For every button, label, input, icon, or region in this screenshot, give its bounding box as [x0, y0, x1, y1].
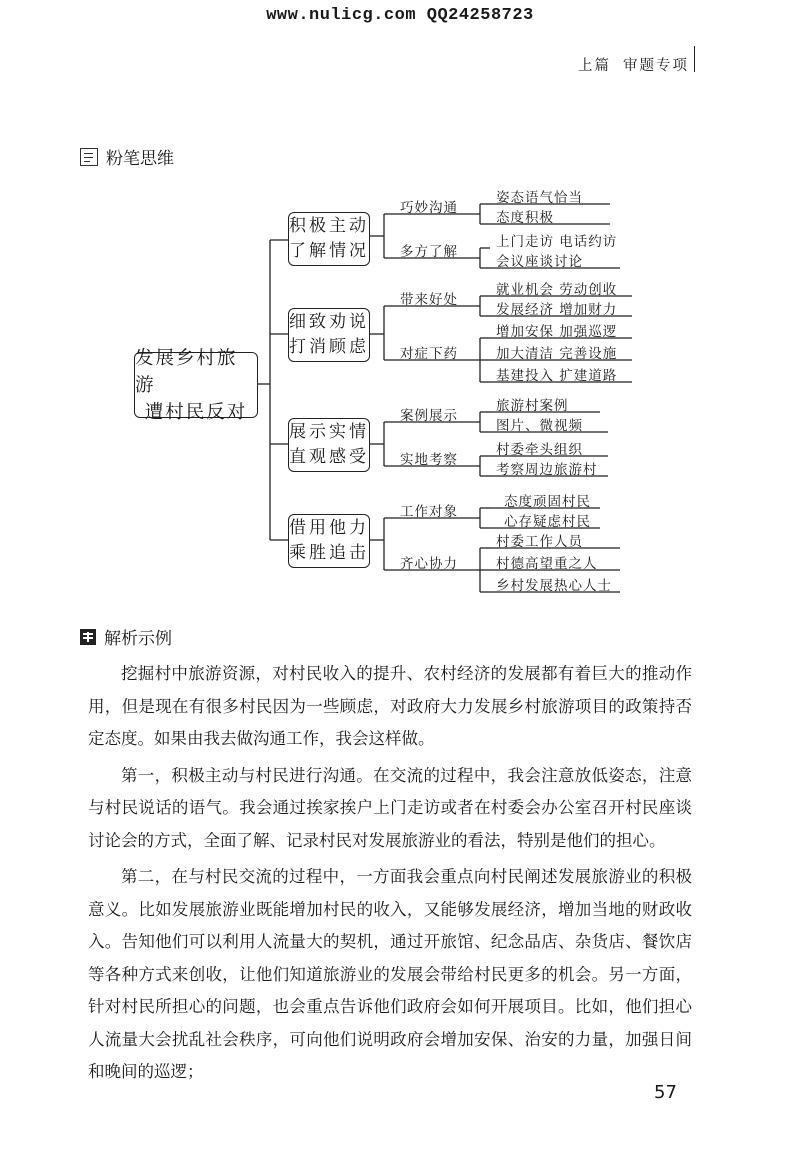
leaf-item: 村委工作人员 [496, 534, 583, 550]
sub-label: 工作对象 [400, 504, 458, 520]
running-header-part: 上篇 [578, 58, 611, 74]
analysis-example-icon [80, 629, 96, 645]
leaf-item: 就业机会 劳动创收 [496, 282, 618, 298]
branch-title-line: 细致劝说 [289, 312, 369, 332]
sub-label: 多方了解 [400, 244, 458, 260]
root-line-2: 遭村民反对 [144, 401, 248, 423]
paragraph: 第一，积极主动与村民进行沟通。在交流的过程中，我会注意放低姿态，注意与村民说话的语气。我会通过挨家挨户上门走访或者在村委会办公室召开村民座谈讨论会的方式，全面了解、记录村民对发展旅游业的看法，特别是他们的担心。 [88, 765, 692, 850]
paragraph: 挖掘村中旅游资源，对村民收入的提升、农村经济的发展都有着巨大的推动作用，但是现在有很多村民因为一些顾虑，对政府大力发展乡村旅游项目的政策持否定态度。如果由我去做沟通工作，我会这样做。 [88, 664, 692, 748]
sub-label: 巧妙沟通 [400, 200, 458, 216]
leaf-item: 态度积极 [496, 210, 554, 226]
sub-label: 带来好处 [400, 292, 458, 308]
branch-box-1 [288, 212, 370, 266]
leaf-item: 乡村发展热心人士 [496, 578, 612, 594]
branch-title-line: 了解情况 [289, 241, 369, 261]
leaf-item: 旅游村案例 [496, 398, 569, 414]
watermark: www.nulicg.com QQ24258723 [266, 6, 534, 25]
paragraph: 第二，在与村民交流的过程中，一方面我会重点向村民阐述发展旅游业的积极意义。比如发展旅游业既能增加村民的收入，又能够发展经济，增加当地的财政收入。告知他们可以利用人流量大的契机，通过开旅馆、纪念品店、杂货店、餐饮店等各种方式来创收，让他们知道旅游业的发展会带给村民更多的机会。另一方面，针对村民所担心的问题，也会重点告诉他们政府会如何开展项目。比如，他们担心人流量大会扰乱社会秩序，可向他们说明政府会增加安保、治安的力量，加强日间和晚间的巡逻； [88, 867, 692, 1081]
branch-title-line: 积极主动 [289, 216, 369, 236]
section-title: 解析示例 [104, 629, 172, 649]
branch-title-line: 借用他力 [289, 518, 369, 538]
leaf-item: 村德高望重之人 [496, 556, 598, 572]
section-heading-analysis [80, 624, 172, 649]
leaf-item: 心存疑虑村民 [504, 514, 591, 530]
leaf-item: 基建投入 扩建道路 [496, 368, 618, 384]
leaf-item: 姿态语气恰当 [496, 190, 583, 206]
leaf-item: 增加安保 加强巡逻 [496, 324, 618, 340]
leaf-item: 发展经济 增加财力 [496, 302, 618, 318]
sub-label: 案例展示 [400, 408, 458, 424]
branch-title-line: 乘胜追击 [289, 543, 369, 563]
running-header-section: 审题专项 [623, 58, 689, 74]
leaf-item: 态度顽固村民 [504, 494, 591, 510]
branch-title-line: 直观感受 [289, 447, 369, 467]
body-text [88, 658, 692, 1093]
leaf-item: 图片、微视频 [496, 418, 583, 434]
mind-map-root [134, 347, 258, 423]
branch-box-3 [288, 418, 370, 472]
leaf-item: 会议座谈讨论 [496, 254, 583, 270]
sub-label: 实地考察 [400, 452, 458, 468]
branch-title-line: 打消顾虑 [289, 337, 369, 357]
branch-title-line: 展示实情 [289, 422, 369, 442]
root-line-1: 发展乡村旅游 [135, 347, 238, 396]
leaf-item: 加大清洁 完善设施 [496, 346, 618, 362]
sub-label: 齐心协力 [400, 556, 458, 572]
branch-box-4 [288, 514, 370, 568]
leaf-item: 考察周边旅游村 [496, 462, 598, 478]
branch-box-2 [288, 308, 370, 362]
leaf-item: 村委牵头组织 [496, 442, 583, 458]
leaf-item: 上门走访 电话约访 [496, 234, 618, 250]
section-title: 粉笔思维 [106, 149, 174, 169]
page-number: 57 [654, 1082, 677, 1103]
sub-label: 对症下药 [400, 346, 458, 362]
